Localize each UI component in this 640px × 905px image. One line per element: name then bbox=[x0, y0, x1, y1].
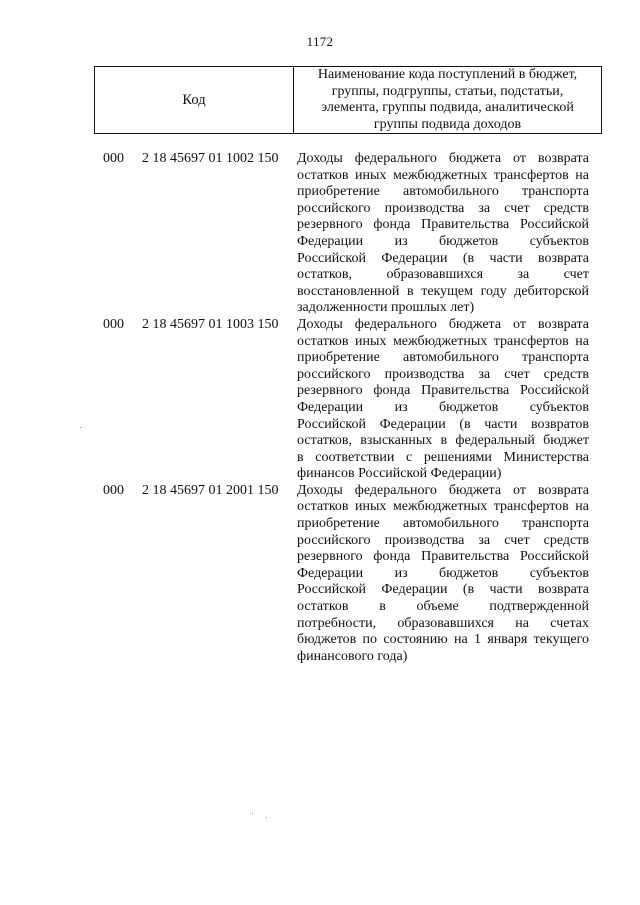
description-line: резервного фонда Правительства Российской bbox=[297, 217, 589, 233]
description-line: Российской Федерации (в части возвратов bbox=[297, 416, 589, 432]
description-line: в соответствии с решениями Министерства bbox=[297, 449, 589, 465]
description-line: приобретение автомобильного транспорта bbox=[297, 516, 589, 532]
description-line: приобретение автомобильного транспорта bbox=[297, 184, 589, 200]
description-line: Российской Федерации (в части возврата bbox=[297, 582, 589, 598]
table-row bbox=[0, 317, 640, 483]
description-line: остатков, взысканных в федеральный бюджет bbox=[297, 433, 589, 449]
table-row bbox=[0, 483, 640, 666]
description-line: российского производства за счет средств bbox=[297, 200, 589, 216]
description-line: остатков иных межбюджетных трансфертов на bbox=[297, 333, 589, 349]
description-line: остатков, образовавшихся за счет bbox=[297, 267, 589, 283]
table-row bbox=[0, 151, 640, 317]
description-line: приобретение автомобильного транспорта bbox=[297, 350, 589, 366]
description-line: бюджетов по состоянию на 1 января текущего bbox=[297, 632, 589, 648]
row-description bbox=[297, 483, 589, 666]
scan-speck bbox=[80, 427, 81, 428]
row-admin-code: 000 bbox=[103, 151, 124, 166]
description-line: резервного фонда Правительства Российской bbox=[297, 383, 589, 399]
description-line: резервного фонда Правительства Российской bbox=[297, 549, 589, 565]
header-name-line: элемента, группы подвида, аналитической bbox=[321, 100, 574, 115]
row-income-code: 2 18 45697 01 1003 150 bbox=[142, 316, 279, 332]
description-line: Федерации из бюджетов субъектов bbox=[297, 233, 589, 249]
description-line: Российской Федерации (в части возврата bbox=[297, 250, 589, 266]
description-line: Доходы федерального бюджета от возврата bbox=[297, 151, 589, 166]
description-line: Федерации из бюджетов субъектов bbox=[297, 399, 589, 415]
row-income-code: 2 18 45697 01 2001 150 bbox=[142, 482, 279, 498]
description-line: финансового года) bbox=[297, 648, 408, 664]
description-line: российского производства за счет средств bbox=[297, 366, 589, 382]
header-name-line: Наименование кода поступлений в бюджет, bbox=[317, 67, 578, 82]
row-income-code: 2 18 45697 01 1002 150 bbox=[142, 151, 279, 166]
header-name-line: группы подвида доходов bbox=[373, 116, 522, 132]
description-line: восстановленной в текущем году дебиторской bbox=[297, 283, 589, 299]
header-name-line: группы, подгруппы, статьи, подстатьи, bbox=[331, 83, 564, 99]
description-line: задолженности прошлых лет) bbox=[297, 300, 475, 316]
description-line: финансов Российской Федерации) bbox=[297, 466, 502, 482]
table-body bbox=[0, 151, 640, 665]
description-line: остатков иных межбюджетных трансфертов на bbox=[297, 167, 589, 183]
row-description bbox=[297, 151, 589, 317]
description-line: остатков иных межбюджетных трансфертов на bbox=[297, 499, 589, 515]
header-code-cell: Код bbox=[95, 67, 294, 133]
row-admin-code: 000 bbox=[103, 482, 124, 498]
description-line: Доходы федерального бюджета от возврата bbox=[297, 316, 589, 332]
scan-speck bbox=[266, 817, 267, 818]
description-line: Федерации из бюджетов субъектов bbox=[297, 565, 589, 581]
page-number: 1172 bbox=[306, 34, 334, 49]
table-header bbox=[94, 66, 602, 134]
header-name-cell bbox=[294, 67, 601, 133]
row-description bbox=[297, 317, 589, 483]
description-line: остатков в объеме подтвержденной bbox=[297, 599, 589, 615]
scan-speck bbox=[252, 813, 253, 814]
row-admin-code: 000 bbox=[103, 316, 124, 332]
description-line: российского производства за счет средств bbox=[297, 532, 589, 548]
description-line: потребности, образовавшихся на счетах bbox=[297, 615, 589, 631]
description-line: Доходы федерального бюджета от возврата bbox=[297, 482, 589, 498]
